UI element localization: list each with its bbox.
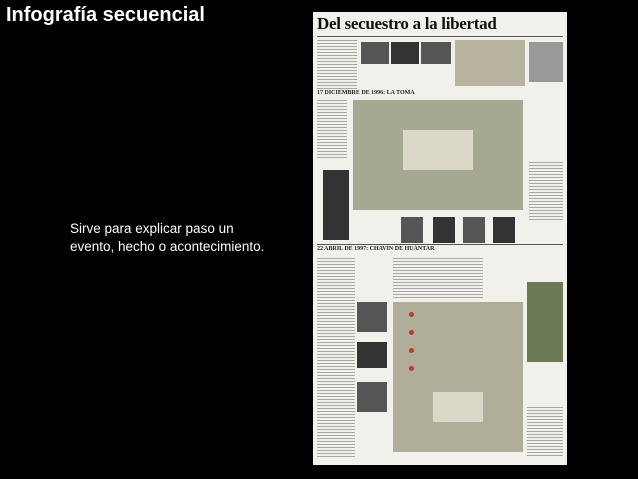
center-text <box>393 258 483 298</box>
diorama-2 <box>393 302 523 452</box>
step-marker-4 <box>409 366 414 371</box>
photo-6 <box>433 217 455 243</box>
photo-4 <box>529 42 563 82</box>
photo-9 <box>357 302 387 332</box>
photo-2 <box>391 42 419 64</box>
left-column-text <box>317 258 355 458</box>
photo-5 <box>401 217 423 243</box>
photo-11 <box>357 382 387 412</box>
photo-10 <box>357 342 387 368</box>
step-marker-1 <box>409 312 414 317</box>
side-text-1 <box>317 100 347 160</box>
soldier-figure <box>527 282 563 362</box>
step-marker-3 <box>409 348 414 353</box>
photo-8 <box>493 217 515 243</box>
slide-body-text: Sirve para explicar paso un evento, hecho o acontecimiento. <box>70 221 265 254</box>
section-rule <box>317 244 563 245</box>
gunman-figure <box>323 170 349 240</box>
section-1-head: 17 DICIEMBRE DE 1996: LA TOMA <box>317 90 415 96</box>
residence-building-2 <box>433 392 483 422</box>
right-column-text <box>527 407 563 457</box>
section-2-head: 22 ABRIL DE 1997: CHAVÍN DE HUÁNTAR <box>317 246 435 252</box>
photo-1 <box>361 42 389 64</box>
slide-title: Infografía secuencial <box>6 4 205 26</box>
photo-7 <box>463 217 485 243</box>
residence-building <box>403 130 473 170</box>
poster-title: Del secuestro a la libertad <box>317 14 497 33</box>
title-rule <box>317 36 563 37</box>
photo-3 <box>421 42 451 64</box>
infographic-poster <box>313 12 567 465</box>
side-text-2 <box>529 162 563 222</box>
intro-text <box>317 40 357 90</box>
step-marker-2 <box>409 330 414 335</box>
map-inset <box>455 40 525 86</box>
